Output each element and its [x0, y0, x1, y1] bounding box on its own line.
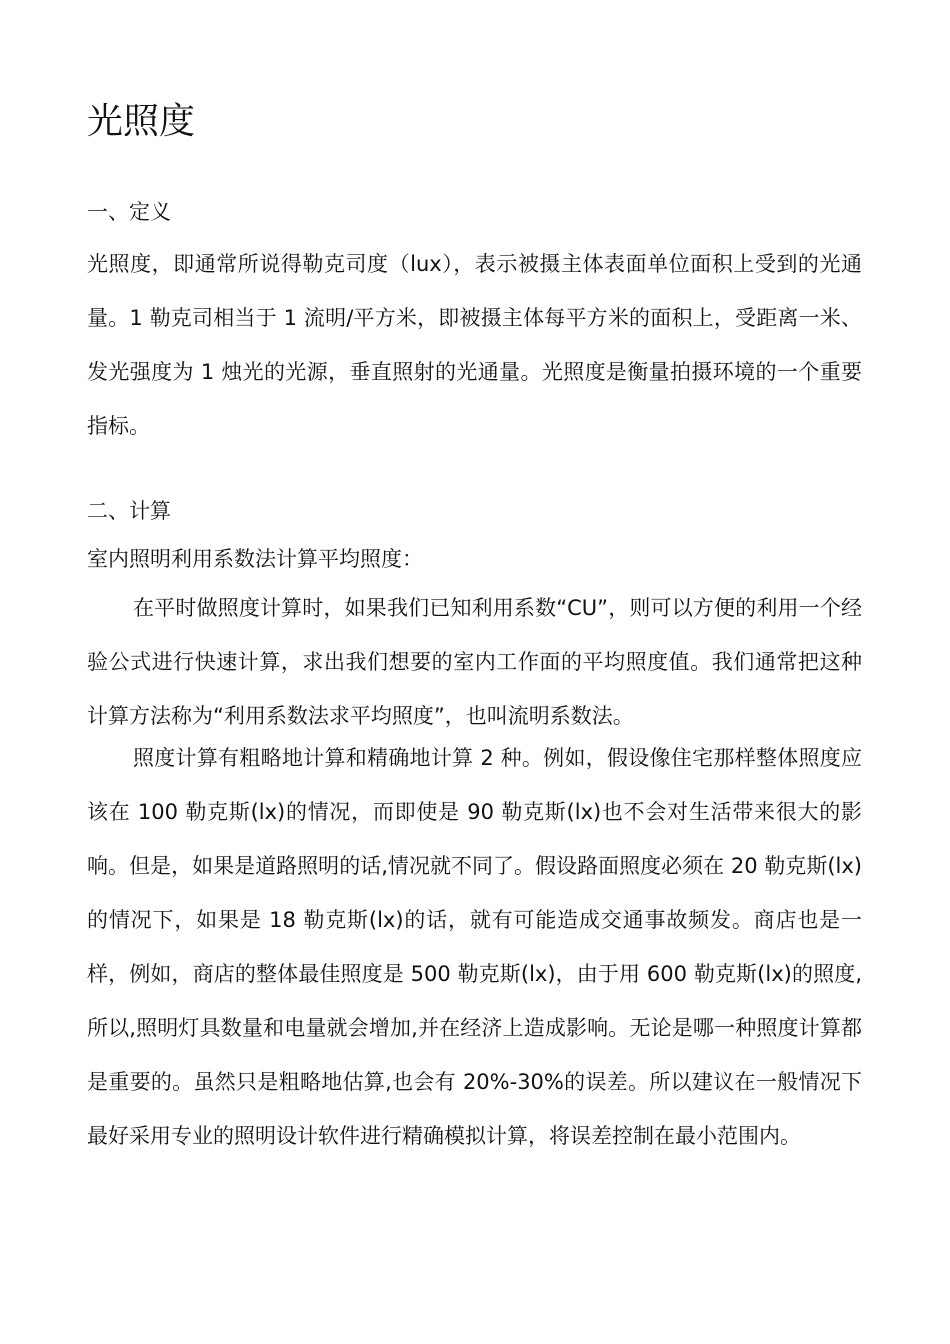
calculation-paragraph-precision: 照度计算有粗略地计算和精确地计算 2 种。例如，假设像住宅那样整体照度应该在 100 勒克斯(lx)的情况，而即使是 90 勒克斯(lx)也不会对生活带来很大的影响。但是，如果是道路照明的话,情况就不同了。假设路面照度必须在 20 勒克斯(lx)的情况下，如果是 18 勒克斯(lx)的话，就有可能造成交通事故频发。商店也是一样，例如，商店的整体最佳照度是 500 勒克斯(lx)，由于用 600 勒克斯(lx)的照度,所以,照明灯具数量和电量就会增加,并在经济上造成影响。无论是哪一种照度计算都是重要的。虽然只是粗略地估算,也会有 20%-30%的误差。所以建议在一般情况下最好采用专业的照明设计软件进行精确模拟计算，将误差控制在最小范围内。: [87, 746, 862, 1148]
document-title: 光照度: [87, 101, 196, 142]
definition-paragraph: 光照度，即通常所说得勒克司度（lux），表示被摄主体表面单位面积上受到的光通量。1 勒克司相当于 1 流明/平方米，即被摄主体每平方米的面积上，受距离一米、发光强度为 1 烛光的光源，垂直照射的光通量。光照度是衡量拍摄环境的一个重要指标。: [87, 252, 862, 438]
section-heading-definition: 一、定义: [87, 200, 171, 224]
calculation-paragraph-cu: 在平时做照度计算时，如果我们已知利用系数“CU”，则可以方便的利用一个经验公式进行快速计算，求出我们想要的室内工作面的平均照度值。我们通常把这种计算方法称为“利用系数法求平均照度”，也叫流明系数法。: [87, 596, 862, 728]
section-heading-calculation: 二、计算: [87, 499, 171, 523]
calculation-subheading: 室内照明利用系数法计算平均照度：: [87, 547, 423, 571]
